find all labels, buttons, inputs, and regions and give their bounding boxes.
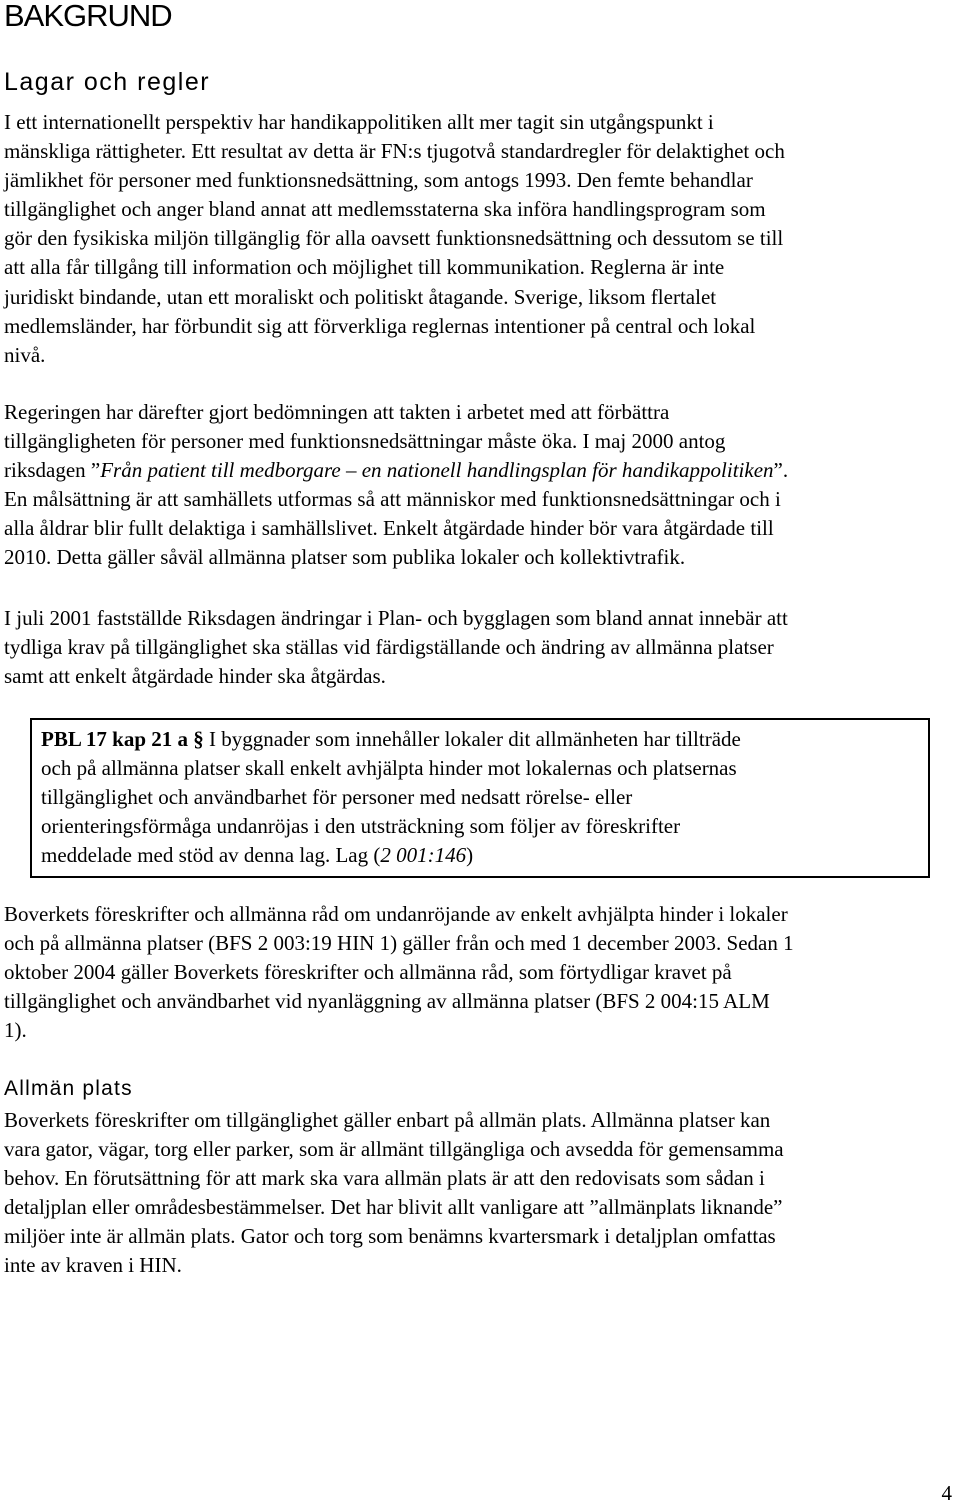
text-run: meddelade med stöd av denna lag. Lag ( bbox=[41, 843, 381, 868]
text-line: juridiskt bindande, utan ett moraliskt och politiskt åtagande. Sverige, liksom flertalet bbox=[4, 284, 717, 309]
text-line: Boverkets föreskrifter om tillgänglighet gäller enbart på allmän plats. Allmänna platser kan bbox=[4, 1108, 771, 1132]
paragraph-boverket-regulations bbox=[4, 900, 956, 1045]
text-line: Regeringen har därefter gjort bedömningen att takten i arbetet med att förbättra bbox=[4, 400, 670, 424]
text-line: 1). bbox=[4, 1018, 27, 1043]
text-line: behov. En förutsättning för att mark ska vara allmän plats är att den redovisats som sådan i bbox=[4, 1166, 765, 1191]
page-number: 4 bbox=[941, 1481, 952, 1505]
text-line: att alla får tillgång till information och möjlighet till kommunikation. Reglerna är inte bbox=[4, 255, 725, 280]
text-line: detaljplan eller områdesbestämmelser. Det har blivit allt vanligare att ”allmänplats liknande” bbox=[4, 1195, 783, 1220]
text-run: I byggnader som innehåller lokaler dit allmänheten har tillträde bbox=[203, 727, 741, 751]
text-line: I juli 2001 fastställde Riksdagen ändringar i Plan- och bygglagen som bland annat innebär att bbox=[4, 606, 788, 630]
text-line: nivå. bbox=[4, 342, 46, 367]
text-line bbox=[41, 725, 928, 754]
text-line bbox=[41, 841, 928, 870]
law-quote-box bbox=[30, 718, 930, 878]
text-line: tillgänglighet och anger bland annat att medlemsstaterna ska införa handlingsprogram som bbox=[4, 197, 766, 222]
text-line: alla åldrar blir fullt delaktiga i samhällslivet. Enkelt åtgärdade hinder bör vara åtgärdade till bbox=[4, 516, 774, 541]
text-line: gör den fysikiska miljön tillgänglig för alla oavsett funktionsnedsättning och dessutom se till bbox=[4, 226, 784, 251]
text-line: och på allmänna platser (BFS 2 003:19 HIN 1) gäller från och med 1 december 2003. Sedan 1 bbox=[4, 931, 794, 956]
text-line: miljöer inte är allmän plats. Gator och torg som benämns kvartersmark i detaljplan omfattas bbox=[4, 1224, 776, 1249]
text-run: riksdagen ” bbox=[4, 458, 101, 483]
paragraph-international-perspective bbox=[4, 108, 956, 370]
text-line: En målsättning är att samhällets utformas så att människor med funktionsnedsättningar och i bbox=[4, 487, 781, 512]
text-line: I ett internationellt perspektiv har handikappolitiken allt mer tagit sin utgångspunkt i bbox=[4, 110, 714, 134]
plan-title-italic: Från patient till medborgare – en nationell handlingsplan för handikappolitiken bbox=[100, 458, 774, 483]
text-line: inte av kraven i HIN. bbox=[4, 1253, 182, 1278]
text-line: tydliga krav på tillgänglighet ska ställas vid färdigställande och ändring av allmänna platser bbox=[4, 635, 774, 660]
text-line: oktober 2004 gäller Boverkets föreskrifter och allmänna råd, som förtydligar kravet på bbox=[4, 960, 732, 985]
main-heading: BAKGRUND bbox=[4, 0, 172, 33]
paragraph-public-place bbox=[4, 1106, 956, 1281]
section-heading-laws: Lagar och regler bbox=[4, 68, 211, 96]
text-run: ) bbox=[466, 843, 474, 868]
text-line: vara gator, vägar, torg eller parker, som är allmänt tillgängliga och avsedda för gemensamma bbox=[4, 1137, 784, 1162]
text-line: tillgänglighet och användbarhet vid nyanläggning av allmänna platser (BFS 2 004:15 ALM bbox=[4, 989, 770, 1014]
paragraph-government-assessment bbox=[4, 398, 956, 573]
paragraph-pbl-changes bbox=[4, 604, 956, 691]
text-line: samt att enkelt åtgärdade hinder ska åtgärdas. bbox=[4, 664, 386, 689]
text-line: tillgänglighet och användbarhet för personer med nedsatt rörelse- eller bbox=[41, 785, 633, 810]
text-line: jämlikhet för personer med funktionsnedsättning, som antogs 1993. Den femte behandlar bbox=[4, 168, 753, 193]
text-line bbox=[4, 456, 956, 485]
text-line: och på allmänna platser skall enkelt avhjälpta hinder mot lokalernas och platsernas bbox=[41, 756, 737, 781]
law-number-italic: 2 001:146 bbox=[380, 843, 467, 868]
text-line: orienteringsförmåga undanröjas i den utsträckning som följer av föreskrifter bbox=[41, 814, 681, 839]
text-line: mänskliga rättigheter. Ett resultat av detta är FN:s tjugotvå standardregler för delaktighet och bbox=[4, 139, 785, 164]
text-line: tillgängligheten för personer med funktionsnedsättningar måste öka. I maj 2000 antog bbox=[4, 429, 726, 454]
section-heading-public-place: Allmän plats bbox=[4, 1077, 133, 1100]
text-line: 2010. Detta gäller såväl allmänna platser som publika lokaler och kollektivtrafik. bbox=[4, 545, 686, 570]
text-run: ”. bbox=[773, 458, 789, 483]
law-reference-bold: PBL 17 kap 21 a § bbox=[41, 727, 204, 751]
text-line: Boverkets föreskrifter och allmänna råd om undanröjande av enkelt avhjälpta hinder i lokaler bbox=[4, 902, 788, 926]
text-line: medlemsländer, har förbundit sig att förverkliga reglernas intentioner på central och lokal bbox=[4, 313, 756, 338]
